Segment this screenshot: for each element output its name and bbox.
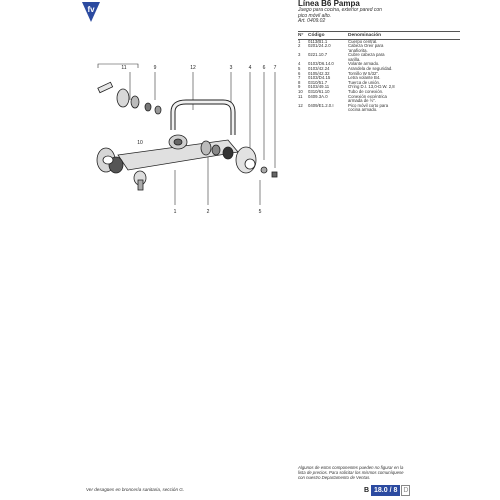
row-description-line: armada de ½". (348, 98, 377, 104)
callout-11: 11 (121, 65, 127, 71)
row-description-line: Tubo de conexión. (348, 89, 384, 95)
col-number: N° (298, 32, 304, 38)
note-line-2: lista de precios. Para solicitar los mismos comuníquese (298, 470, 404, 475)
row-number: 2 (298, 43, 301, 49)
callout-4: 4 (248, 65, 252, 71)
row-description-line: Cuerpo central. (348, 38, 378, 44)
row-code: 0103/42.24 (308, 66, 330, 72)
row-number: 3 (298, 52, 301, 58)
note-line-3: con nuestro Departamento de Ventas. (298, 475, 371, 480)
availability-note (298, 465, 438, 480)
badge-page: 18.0 / 8 (371, 485, 400, 496)
row-number: 5 (298, 66, 301, 72)
row-code: 0103/49.11 (308, 84, 330, 90)
row-description-line: Conexión excéntrica (348, 93, 387, 99)
table-body (298, 40, 460, 114)
row-description-line: varilla. (348, 56, 361, 62)
row-description-line: Tornillo W 5/32". (348, 70, 380, 76)
callout-1: 1 (173, 209, 177, 215)
row-description-line: Cubre cabeza para (348, 52, 385, 58)
row-description-line: Tuerca de unión. (348, 79, 381, 85)
faucet-exploded-drawing (78, 60, 288, 220)
callout-3: 3 (229, 65, 233, 71)
row-description-line: Arandela de seguridad. (348, 66, 393, 72)
row-code: 0221.10.7 (308, 52, 328, 58)
article-number: Art. 0409.02 (298, 18, 326, 24)
row-code: 0103/D6.14.0 (308, 61, 334, 67)
row-code: 0201/24.2.0 (308, 43, 331, 49)
product-subtitle: Juego para cocina, exterior pared con (298, 7, 382, 13)
parts-table (298, 31, 460, 113)
title-block (298, 0, 458, 25)
callout-5: 5 (258, 209, 262, 215)
note-line-1: Algunos de estos componentes pueden no figurar en la (298, 465, 404, 470)
callout-12: 12 (190, 65, 196, 71)
product-title: Línea B6 Pampa (298, 0, 360, 8)
row-description (348, 104, 460, 113)
row-description-line: 'anafiorita. (348, 47, 368, 53)
row-code: 0113/B1.1 (308, 38, 328, 44)
row-code: 0409/E1.2.0.I (308, 102, 334, 108)
row-code: 0409.3A.0 (308, 93, 328, 99)
page-badge (362, 485, 410, 496)
row-number: 4 (298, 61, 301, 67)
callout-2: 2 (206, 209, 210, 215)
callout-10: 10 (137, 140, 143, 146)
row-description-line: cocina armado. (348, 107, 378, 113)
row-number: 10 (298, 89, 303, 95)
callout-6: 6 (262, 65, 266, 71)
svg-text:fv: fv (87, 5, 95, 14)
table-row (298, 104, 460, 113)
col-description: Denominación (348, 32, 382, 38)
row-number: 8 (298, 79, 301, 85)
row-description-line: Cabeza Oreir para (348, 43, 384, 49)
row-number: 9 (298, 84, 301, 90)
row-code: 0310/61.10 (308, 89, 330, 95)
row-number: 12 (298, 102, 303, 108)
row-description-line: Volante armado. (348, 61, 380, 67)
row-number: 6 (298, 70, 301, 76)
col-code: Código (308, 32, 325, 38)
product-subtitle-2: pico móvil alto. (298, 12, 332, 19)
row-description-line: O'ring D.I. 13,0-D.W. 2,8 (348, 84, 395, 90)
row-code: 0105/42.32 (308, 70, 330, 76)
row-description-line: Letra volante B4. (348, 75, 381, 81)
fv-logo (80, 2, 102, 22)
row-code: 0103/D4.15 (308, 75, 331, 81)
row-description-line: Pico móvil corto para (348, 102, 389, 108)
row-code: 0310/51.7 (308, 79, 328, 85)
badge-letter: B (363, 487, 370, 494)
callout-7: 7 (273, 65, 277, 71)
row-number: 7 (298, 75, 301, 81)
row-number: 1 (298, 38, 301, 44)
footer-note: Ver desagües en broncería sanitaria, sección G. (86, 487, 185, 492)
callout-9: 9 (153, 65, 157, 71)
badge-suffix: D (401, 485, 410, 497)
row-number: 11 (298, 93, 303, 99)
